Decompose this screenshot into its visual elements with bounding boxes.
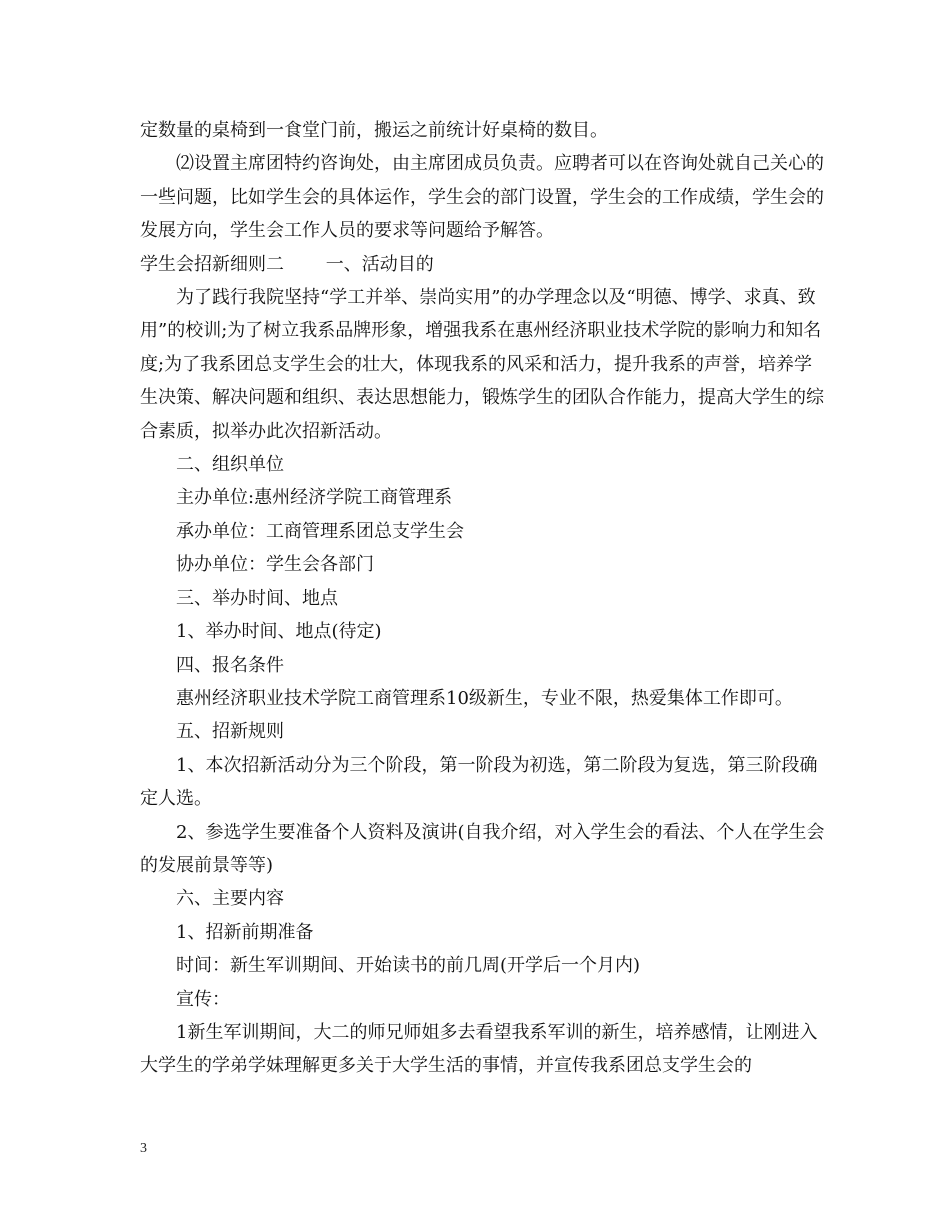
page-number: 3 [140, 1141, 147, 1156]
paragraph: 为了践行我院坚持“学工并举、崇尚实用”的办学理念以及“明德、博学、求真、致用”的校训;为了树立我系品牌形象，增强我系在惠州经济职业技术学院的影响力和知名度;为了我系团总支学生会的壮大，体现我系的风采和活力，提升我系的声誉，培养学生决策、解决问题和组织、表达思想能力，锻炼学生的团队合作能力，提高大学生的综合素质，拟举办此次招新活动。 [140, 287, 824, 442]
paragraph: 时间：新生军训期间、开始读书的前几周(开学后一个月内) [176, 955, 641, 977]
paragraph: 1新生军训期间，大二的师兄师姐多去看望我系军训的新生，培养感情，让刚进入大学生的学弟学妹理解更多关于大学生活的事情，并宣传我系团总支学生会的 [140, 1021, 818, 1077]
section-heading: 五、招新规则 [176, 721, 284, 743]
paragraph: 1、举办时间、地点(待定) [176, 621, 382, 643]
paragraph: 1、本次招新活动分为三个阶段，第一阶段为初选，第二阶段为复选，第三阶段确定人选。 [140, 754, 818, 810]
section-heading: 四、报名条件 [176, 654, 284, 676]
paragraph: 2、参选学生要准备个人资料及演讲(自我介绍，对入学生会的看法、个人在学生会的发展前景等等) [140, 821, 825, 876]
paragraph: 1、招新前期准备 [176, 921, 314, 943]
paragraph: 惠州经济职业技术学院工商管理系10级新生，专业不限，热爱集体工作即可。 [176, 687, 793, 709]
section-heading: 二、组织单位 [176, 454, 284, 476]
paragraph: 主办单位:惠州经济学院工商管理系 [176, 487, 453, 509]
section-heading: 六、主要内容 [176, 888, 284, 910]
section-heading: 学生会招新细则二 一、活动目的 [140, 253, 434, 275]
paragraph: ⑵设置主席团特约咨询处，由主席团成员负责。应聘者可以在咨询处就自己关心的一些问题，比如学生会的具体运作，学生会的部门设置，学生会的工作成绩，学生会的发展方向，学生会工作人员的要求等问题给予解答。 [140, 153, 824, 242]
section-heading: 三、举办时间、地点 [176, 587, 338, 609]
paragraph: 宣传： [176, 988, 230, 1010]
document-body [140, 114, 825, 1083]
paragraph: 定数量的桌椅到一食堂门前，搬运之前统计好桌椅的数目。 [140, 120, 608, 141]
paragraph: 协办单位：学生会各部门 [176, 554, 374, 576]
paragraph: 承办单位：工商管理系团总支学生会 [176, 520, 464, 542]
